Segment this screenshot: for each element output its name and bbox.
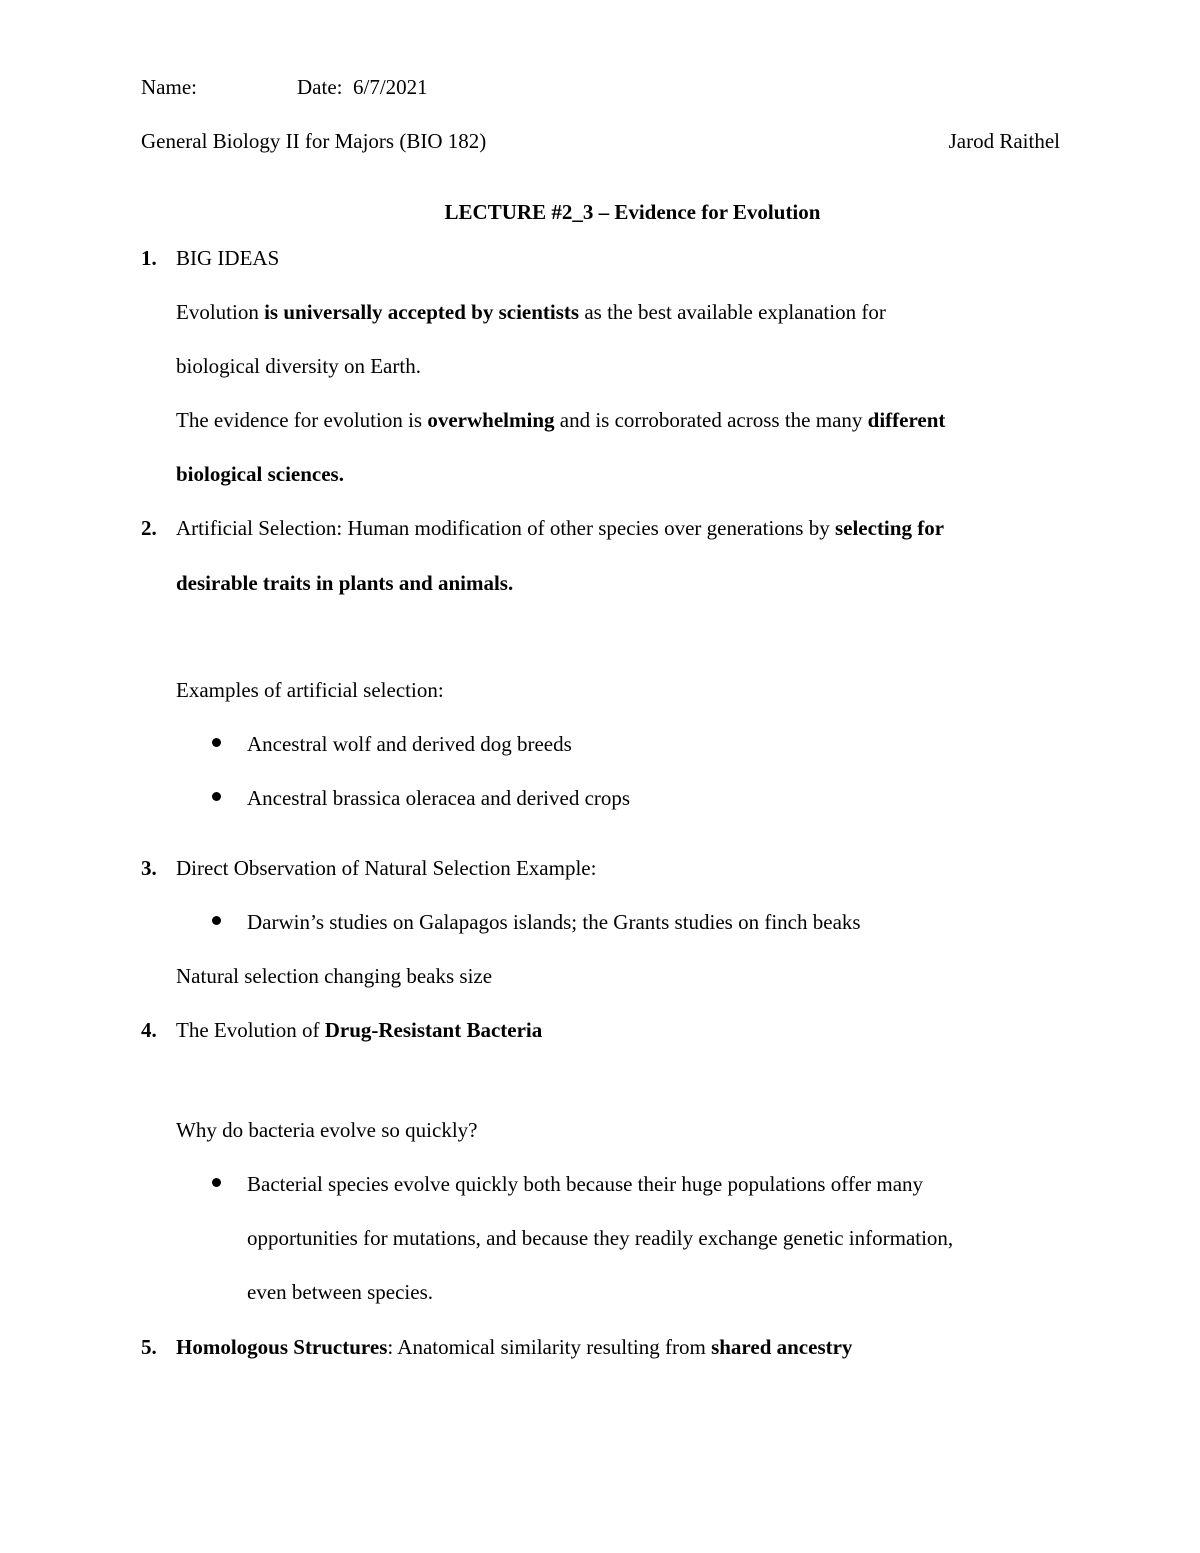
text-run-bold: shared ancestry: [711, 1335, 853, 1359]
section-1-heading: BIG IDEAS: [176, 246, 280, 270]
list-item: Bacterial species evolve quickly both because their huge populations offer many: [247, 1172, 924, 1196]
section-2-heading-cont: [176, 570, 513, 596]
section-1-number: 1.: [141, 246, 157, 270]
list-item: Ancestral wolf and derived dog breeds: [247, 732, 572, 756]
section-1-paragraph-1: [176, 299, 886, 325]
text-run-bold: is universally accepted by scientists: [264, 300, 580, 324]
section-5-heading: [176, 1334, 852, 1360]
list-item: Darwin’s studies on Galapagos islands; the Grants studies on finch beaks: [247, 910, 861, 934]
section-2-heading: [176, 515, 944, 541]
text-run-bold: desirable traits in plants and animals.: [176, 571, 514, 595]
list-item: Ancestral brassica oleracea and derived crops: [247, 786, 631, 810]
section-5-number: 5.: [141, 1335, 157, 1359]
list-item-cont: even between species.: [247, 1280, 433, 1304]
text-run-bold: different: [867, 408, 946, 432]
section-3-number: 3.: [141, 856, 157, 880]
text-run: and is corroborated across the many: [554, 408, 868, 432]
text-run: Evolution: [176, 300, 265, 324]
text-run: Artificial Selection: Human modification of other species over generations by: [176, 516, 835, 540]
text-run: as the best available explanation for: [579, 300, 886, 324]
section-4-question: Why do bacteria evolve so quickly?: [176, 1118, 478, 1142]
text-run-bold: biological sciences.: [176, 462, 344, 486]
examples-label: Examples of artificial selection:: [176, 678, 444, 702]
date-field: [297, 74, 428, 100]
bullet-icon: [212, 792, 221, 801]
text-run: : Anatomical similarity resulting from: [387, 1335, 712, 1359]
date-label: Date:: [297, 75, 343, 99]
section-1-paragraph-2: [176, 407, 945, 433]
author-name: Jarod Raithel: [948, 129, 1060, 153]
text-run-bold: Homologous Structures: [176, 1335, 388, 1359]
list-item-cont: opportunities for mutations, and because they readily exchange genetic information,: [247, 1226, 954, 1250]
section-3-heading: Direct Observation of Natural Selection Example:: [176, 856, 597, 880]
section-1-paragraph-2-cont: [176, 461, 344, 487]
text-run-bold: overwhelming: [427, 408, 555, 432]
text-run-bold: selecting for: [834, 516, 945, 540]
section-3-note: Natural selection changing beaks size: [176, 964, 493, 988]
bullet-icon: [212, 916, 221, 925]
text-run-bold: Drug-Resistant Bacteria: [324, 1018, 543, 1042]
lecture-title: LECTURE #2_3 – Evidence for Evolution: [444, 200, 821, 224]
text-run: The evidence for evolution is: [176, 408, 428, 432]
name-label: Name:: [141, 75, 197, 99]
bullet-icon: [212, 738, 221, 747]
date-value: 6/7/2021: [352, 75, 428, 99]
course-title: General Biology II for Majors (BIO 182): [141, 129, 487, 153]
text-run: The Evolution of: [176, 1018, 325, 1042]
section-1-paragraph-1-cont: biological diversity on Earth.: [176, 354, 421, 378]
section-4-heading: [176, 1017, 542, 1043]
bullet-icon: [212, 1178, 221, 1187]
section-4-number: 4.: [141, 1018, 157, 1042]
section-2-number: 2.: [141, 516, 157, 540]
